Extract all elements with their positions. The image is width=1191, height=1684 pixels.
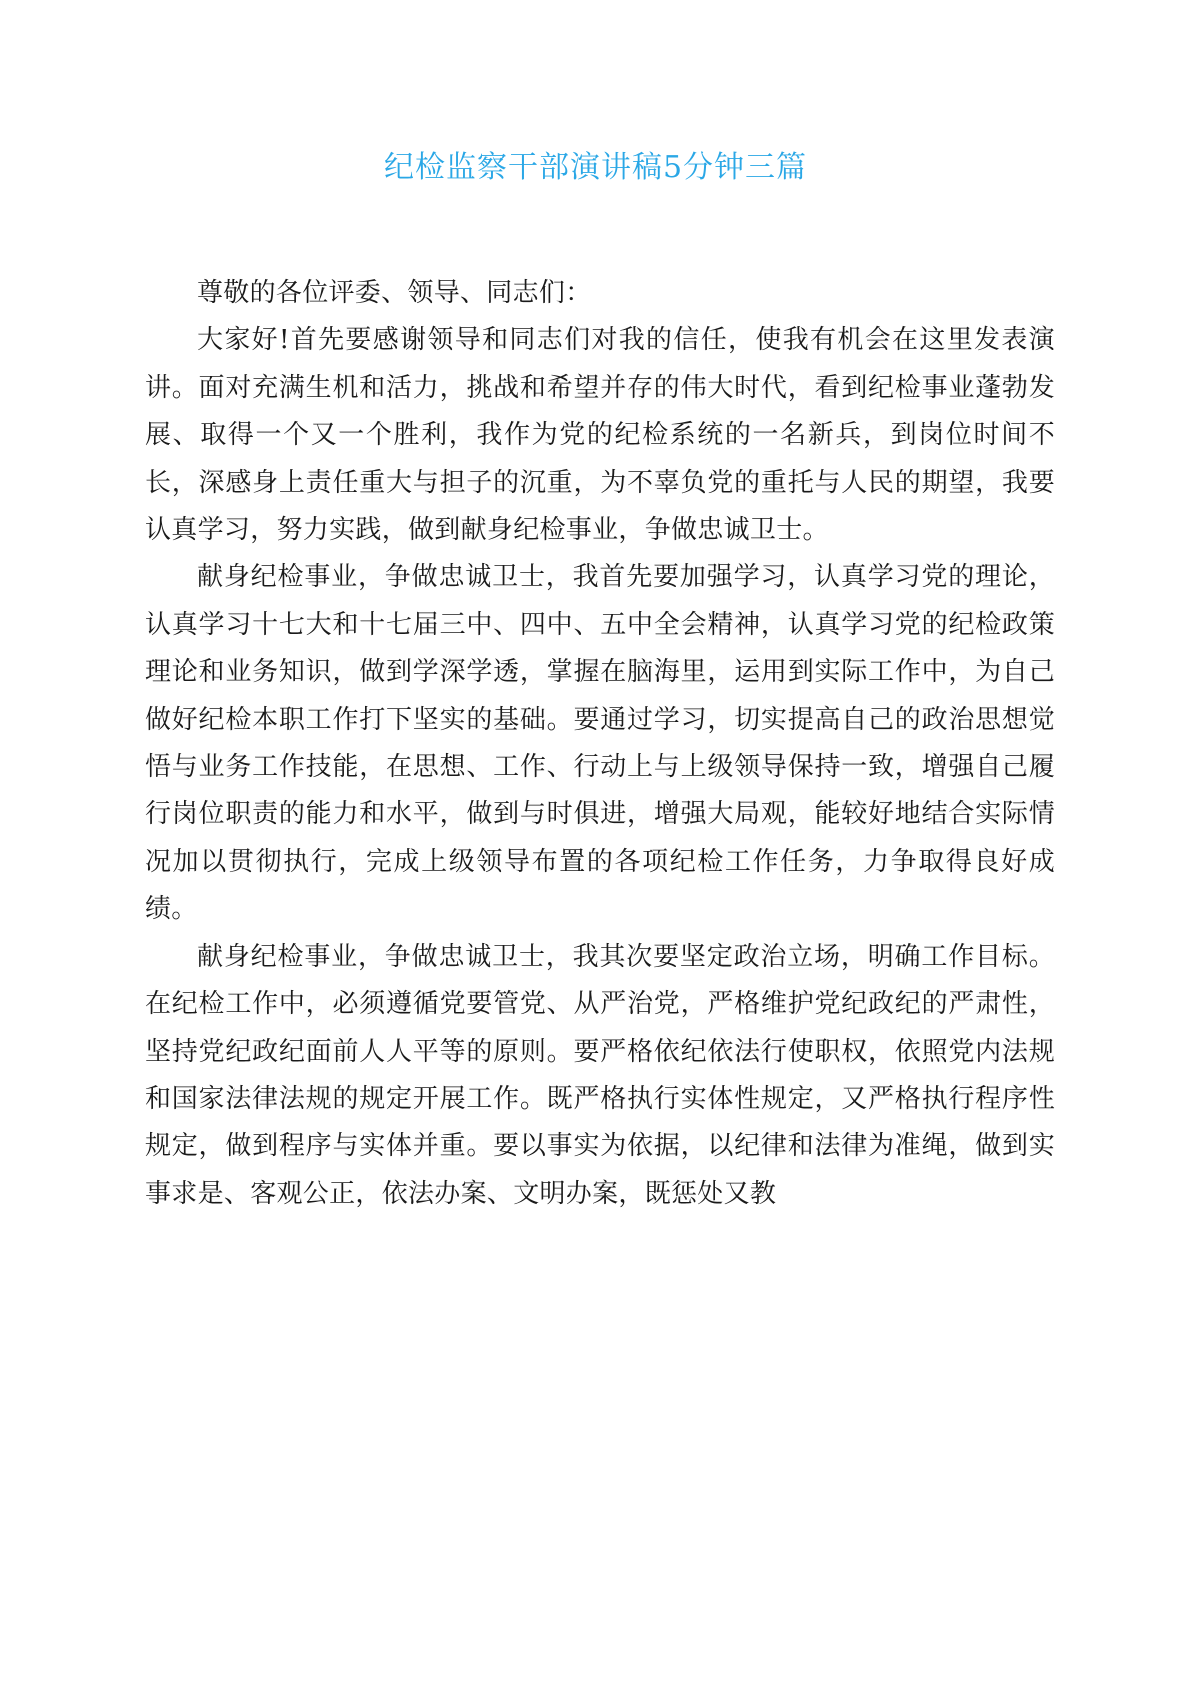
paragraph-political-stance: 献身纪检事业，争做忠诚卫士，我其次要坚定政治立场，明确工作目标。在纪检工作中，必须遵循党要管党、从严治党，严格维护党纪政纪的严肃性，坚持党纪政纪面前人人平等的原则。要严格依纪依法行使职权，依照党内法规和国家法律法规的规定开展工作。既严格执行实体性规定，又严格执行程序性规定，做到程序与实体并重。要以事实为依据，以纪律和法律为准绳，做到实事求是、客观公正，依法办案、文明办案，既惩处又教 — [145, 941, 1055, 1209]
paragraph-opening: 大家好!首先要感谢领导和同志们对我的信任，使我有机会在这里发表演讲。面对充满生机和活力，挑战和希望并存的伟大时代，看到纪检事业蓬勃发展、取得一个又一个胜利，我作为党的纪检系统的一名新兵，到岗位时间不长，深感身上责任重大与担子的沉重，为不辜负党的重托与人民的期望，我要认真学习，努力实践，做到献身纪检事业，争做忠诚卫士。 — [145, 325, 1055, 546]
document-body — [145, 270, 1055, 1218]
paragraph-study: 献身纪检事业，争做忠诚卫士，我首先要加强学习，认真学习党的理论，认真学习十七大和十七届三中、四中、五中全会精神，认真学习党的纪检政策理论和业务知识，做到学深学透，掌握在脑海里，运用到实际工作中，为自己做好纪检本职工作打下坚实的基础。要通过学习，切实提高自己的政治思想觉悟与业务工作技能，在思想、工作、行动上与上级领导保持一致，增强自己履行岗位职责的能力和水平，做到与时俱进，增强大局观，能较好地结合实际情况加以贯彻执行，完成上级领导布置的各项纪检工作任务，力争取得良好成绩。 — [145, 562, 1055, 925]
paragraph-salutation: 尊敬的各位评委、领导、同志们： — [197, 278, 592, 308]
document-title: 纪检监察干部演讲稿5分钟三篇 — [383, 150, 808, 185]
